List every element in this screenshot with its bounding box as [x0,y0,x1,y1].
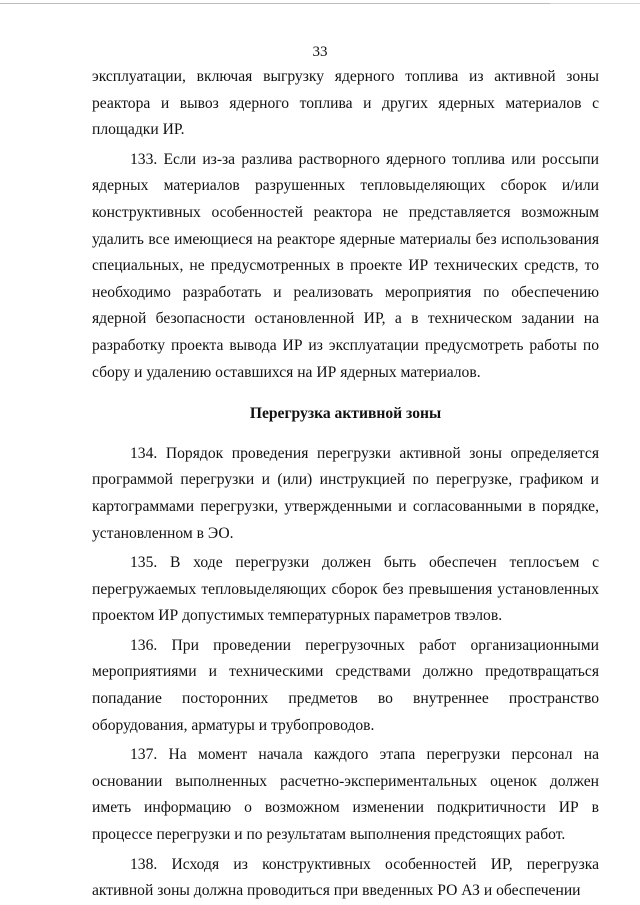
paragraph-137: 137. На момент начала каждого этапа перегрузки персонал на основании выполненных расчетно-экспериментальных оценок должен иметь информацию о возможном изменении подкритичности ИР в процессе перегрузки и по результатам выполнения предстоящих работ. [92,746,599,844]
scan-top-rule [0,3,600,4]
paragraph-continuation: эксплуатации, включая выгрузку ядерного топлива из активной зоны реактора и вывоз ядерного топлива и других ядерных материалов с площадки ИР. [92,68,599,139]
document-body [92,64,599,905]
section-heading: Перегрузка активной зоны [249,405,442,423]
page-number: 33 [312,44,328,60]
paragraph-136: 136. При проведении перегрузочных работ организационными мероприятиями и техническими средствами должно предотвращаться попадание посторонних предметов во внутреннее пространство оборудования, арматуры и трубопроводов. [92,636,599,734]
paragraph-138: 138. Исходя из конструктивных особенностей ИР, перегрузка активной зоны должна проводиться при введенных РО АЗ и обеспечении [92,855,599,900]
paragraph-135: 135. В ходе перегрузки должен быть обеспечен теплосъем с перегружаемых тепловыделяющих сборок без превышения установленных проектом ИР допустимых температурных параметров твэлов. [92,554,599,625]
scan-top-rule-right [550,3,640,4]
paragraph-134: 134. Порядок проведения перегрузки активной зоны определяется программой перегрузки и (или) инструкцией по перегрузке, графиком и картограммами перегрузки, утвержденными и согласованными в порядке, установленном в ЭО. [92,444,599,542]
paragraph-133: 133. Если из-за разлива растворного ядерного топлива или россыпи ядерных материалов разрушенных тепловыделяющих сборок и/или конструктивных особенностей реактора не представляется возможным удалить все имеющиеся на реакторе ядерные материалы без использования специальных, не предусмотренных в проекте ИР технических средств, то необходимо разработать и реализовать мероприятия по обеспечению ядерной безопасности остановленной ИР, а в техническом задании на разработку проекта вывода ИР из эксплуатации предусмотреть работы по сбору и удалению оставшихся на ИР ядерных материалов. [92,150,599,381]
